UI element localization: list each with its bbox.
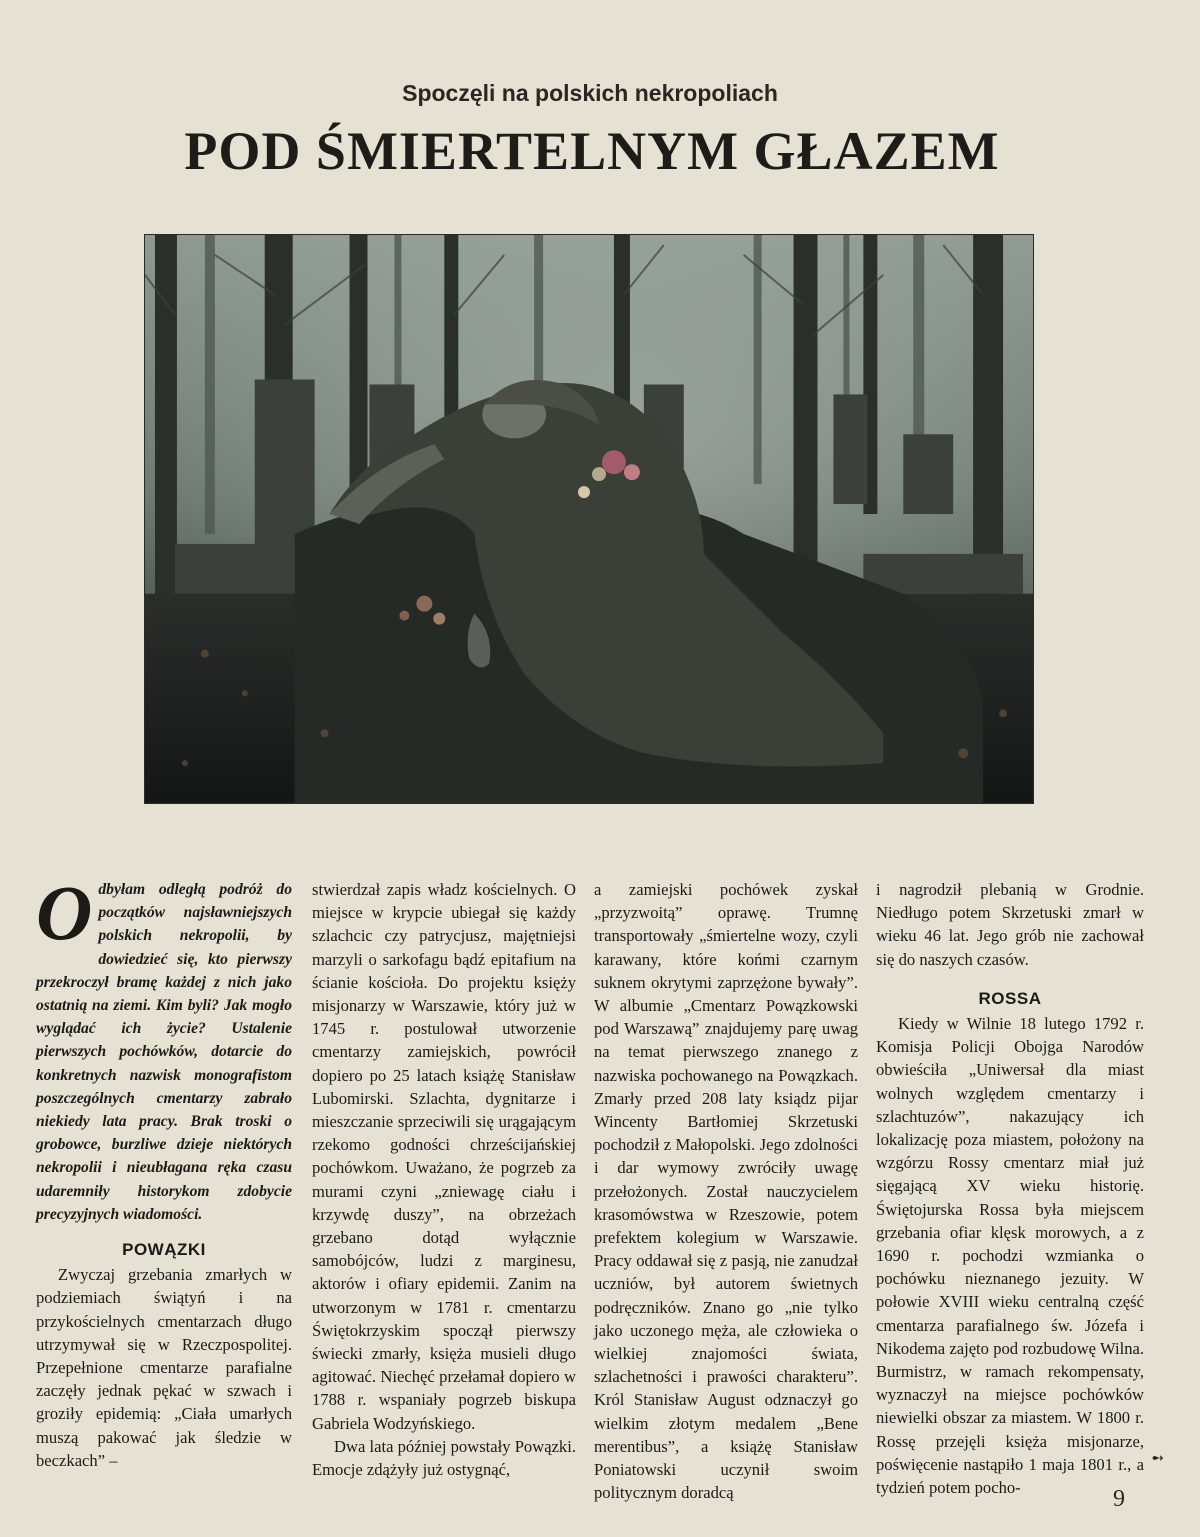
column-2 <box>312 878 576 1481</box>
section-heading-powazki: POWĄZKI <box>122 1240 206 1260</box>
drop-cap: O <box>36 869 93 956</box>
column-4 <box>876 878 1144 1499</box>
article-title: POD ŚMIERTELNYM GŁAZEM <box>184 121 1000 181</box>
body-paragraph: Kiedy w Wilnie 18 lutego 1792 r. Komisja Policji Obojga Narodów obwieściła „Uniwersał dla miast wolnych względem cmentarzy i szlachtuzów”, nakazujący ich lokalizację poza miastem, położony na wzgórzu Rossy cmentarz miał już sięgającą XV wieku historię. Świętojurska Rossa była miejscem grzebania ofiar klęsk morowych, a z 1690 r. pochodzi wzmianka o pochówku nieznanego jezuity. W połowie XVIII wieku centralną część cmentarza parafialnego św. Józefa i Nikodema zajęto pod rozbudowę Wilna. Burmistrz, w ramach rekompensaty, wyznaczył na miejsce pochówków niewielki obszar za miastem. W 1800 r. Rossę przejęli księża misjonarze, poświęcenie nastąpiło 1 maja 1801 r., a tydzień potem pocho- <box>876 1014 1144 1498</box>
lead-text: dbyłam odległą podróż do początków najsławniejszych polskich nekropolii, by dowiedzieć się, kto pierwszy przekroczył bramę każdej z nich jako ostatnią na ziemi. Kim byli? Jak mogło wyglądać ich życie? Ustalenie pierwszych pochówków, dotarcie do konkretnych nazwisk monografistom poszczególnych cmentarzy zabrało niekiedy lata pracy. Brak troski o grobowce, burzliwe dzieje niektórych nekropolii i nieubłagana ręka czasu udaremniły historykom zdobycie precyzyjnych wiadomości. <box>36 881 292 1223</box>
article-kicker: Spoczęli na polskich nekropoliach <box>402 80 778 106</box>
body-paragraph: a zamiejski pochówek zyskał „przyzwoitą” oprawę. Trumnę transportowały „śmiertelne wozy, czyli karawany, które końmi czarnym suknem okrytymi zaprzężone bywały”. W albumie „Cmentarz Powązkowski pod Warszawą” znajdujemy parę uwag na temat pierwszego znanego z nazwiska pochowanego na Powązkach. Zmarły przed 208 laty ksiądz pijar Wincenty Bartłomiej Skrzetuski pochodził z Małopolski. Jego zdolności i dar wymowy zwróciły uwagę przełożonych. Został nauczycielem krasomówstwa w Rzeszowie, potem prefektem kolegium w Warszawie. Pracy oddawał się z pasją, nie zanudzał uczniów, był autorem świetnych podręczników. Znano go „nie tylko jako uczonego męża, ale człowieka o wielkiej znajomości świata, szlachetności i prawości charakteru”. Król Stanisław August odznaczył go wielkim złotym medalem „Bene merentibus”, a książę Stanisław Poniatowski uczynił swoim politycznym doradcą <box>594 880 858 1503</box>
body-paragraph: i nagrodził plebanią w Grodnie. Niedługo potem Skrzetuski zmarł w wieku 46 lat. Jego grób nie zachował się do naszych czasów. <box>876 880 1144 969</box>
body-paragraph: Zwyczaj grzebania zmarłych w podziemiach świątyń i na przykościelnych cmentarzach długo utrzymywał się w Rzeczpospolitej. Przepełnione cmentarze parafialne zaczęły jednak pękać w szwach i groziły epidemią: „Ciała umarłych muszą pakować jak śledzie w beczkach” – <box>36 1265 292 1470</box>
column-3 <box>594 878 858 1504</box>
body-paragraph: stwierdzał zapis władz kościelnych. O miejsce w krypcie ubiegał się każdy szlachcic czy patrycjusz, majętniejsi marzyli o sarkofagu bądź epitafium na ścianie kościoła. Do projektu księży misjonarzy w Warszawie, który już w 1745 r. postulował utworzenie cmentarzy zamiejskich, powrócił dopiero po 25 latach książę Stanisław Lubomirski. Szlachta, dygnitarze i mieszczanie sprzeciwili się urągającym rzekomo godności chrześcijańskiej pochówkom. Uważano, że pogrzeb za murami czyni „zniewagę ciału i krzywdę duszy”, na obrzeżach grzebano dotąd wyłącznie samobójców, ludzi z marginesu, aktorów i ofiary epidemii. Zanim na utworzonym w 1781 r. cmentarzu Świętokrzyskim spoczął pierwszy świecki zmarły, księża musieli długo agitować. Niechęć przełamał dopiero w 1788 r. wspaniały pogrzeb biskupa Gabriela Wodzyńskiego. <box>312 880 576 1433</box>
body-paragraph: Dwa lata później powstały Powązki. Emocje zdążyły już ostygnąć, <box>312 1436 576 1480</box>
continue-arrow-icon: ➻ <box>1151 1448 1165 1467</box>
article-lead <box>36 869 292 1226</box>
cemetery-sculpture-photo <box>144 234 1034 804</box>
photo-illustration <box>145 235 1033 803</box>
section-heading-rossa: ROSSA <box>978 988 1042 1008</box>
column-1 <box>36 869 292 1472</box>
page-number: 9 <box>1113 1486 1125 1512</box>
